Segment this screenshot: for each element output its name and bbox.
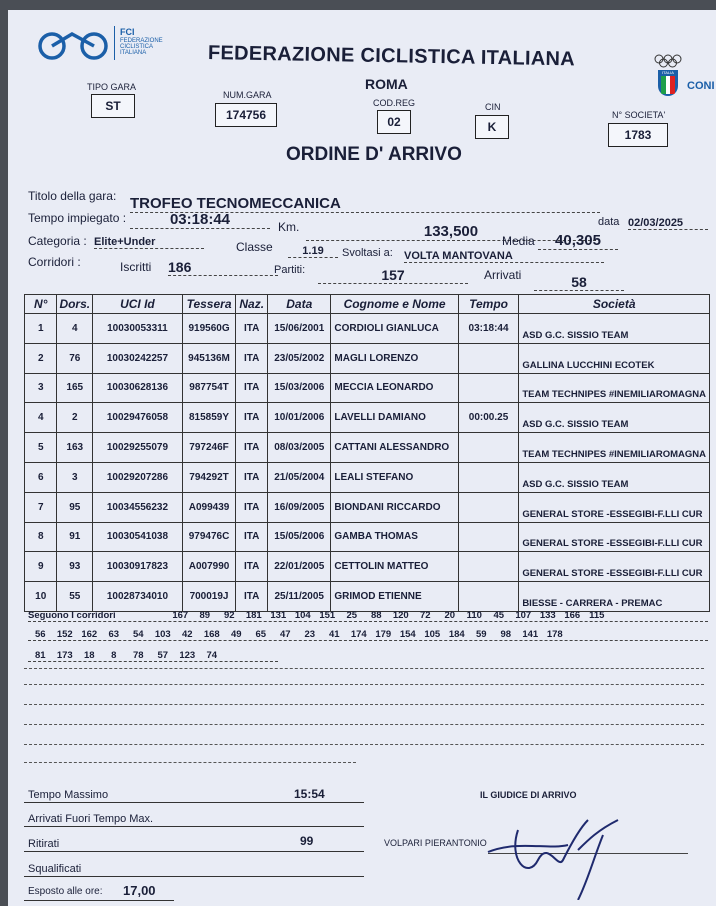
seguono-number: 54 — [132, 629, 144, 640]
data-label: data — [598, 216, 620, 228]
footer-line — [24, 826, 364, 827]
blank-line — [24, 684, 704, 685]
seguono-number: 105 — [424, 629, 441, 640]
blank-line — [24, 704, 704, 705]
partiti-value: 157 — [318, 267, 468, 284]
seguono-number: 103 — [154, 629, 171, 640]
cell-uci: 10030053311 — [93, 314, 183, 344]
seguono-number: 115 — [589, 610, 605, 621]
tipo-gara-value: ST — [91, 94, 135, 118]
cell-n: 4 — [25, 403, 57, 433]
categoria-value: Elite+Under — [94, 236, 204, 249]
cell-uci: 10030242257 — [93, 343, 183, 373]
cell-naz: ITA — [236, 433, 268, 463]
logo-fci-text: FCI — [120, 27, 135, 37]
cell-data: 23/05/2002 — [268, 343, 331, 373]
col-header-uci: UCI Id — [93, 295, 183, 314]
cod-reg-label: COD.REG — [373, 98, 416, 108]
iscritti-value: 186 — [168, 259, 278, 276]
seguono-number: 110 — [466, 610, 482, 621]
cell-n: 9 — [25, 552, 57, 582]
cell-naz: ITA — [236, 582, 268, 612]
cell-societa: TEAM TECHNIPES #INEMILIAROMAGNA — [519, 433, 710, 463]
svoltasi-value: VOLTA MANTOVANA — [404, 250, 604, 263]
seguono-line-3 — [28, 650, 278, 662]
seguono-number: 57 — [157, 650, 169, 661]
seguono-number: 45 — [493, 610, 505, 621]
squalificati-label: Squalificati — [28, 863, 82, 875]
tipo-gara-label: TIPO GARA — [87, 82, 137, 92]
cell-data: 16/09/2005 — [268, 492, 331, 522]
seguono-line-2 — [28, 629, 708, 641]
cell-societa: BIESSE - CARRERA - PREMAC — [519, 582, 710, 612]
giudice-label: IL GIUDICE DI ARRIVO — [480, 790, 577, 800]
blank-line — [24, 668, 704, 669]
cell-tempo — [458, 582, 519, 612]
ritirati-value: 99 — [300, 834, 314, 848]
seguono-number: 181 — [245, 610, 262, 621]
seguono-number: 20 — [444, 610, 456, 621]
cell-tempo: 00:00.25 — [458, 403, 519, 433]
cell-dors: 2 — [57, 403, 93, 433]
seguono-number: 89 — [199, 610, 211, 621]
cell-data: 25/11/2005 — [268, 582, 331, 612]
cell-data: 15/06/2001 — [268, 314, 331, 344]
cell-dors: 165 — [57, 373, 93, 403]
cell-nome: GAMBA THOMAS — [331, 522, 458, 552]
cell-n: 2 — [25, 343, 57, 373]
ritirati-label: Ritirati — [28, 838, 60, 850]
seguono-number: 81 — [34, 650, 46, 661]
cell-n: 3 — [25, 373, 57, 403]
coni-text: CONI — [687, 80, 715, 92]
cell-dors: 4 — [57, 314, 93, 344]
cell-tessera: A099439 — [182, 492, 236, 522]
cell-tempo — [458, 522, 519, 552]
cell-data: 08/03/2005 — [268, 433, 331, 463]
seguono-number: 92 — [223, 610, 235, 621]
cell-data: 21/05/2004 — [268, 462, 331, 492]
cell-societa: ASD G.C. SISSIO TEAM — [519, 314, 710, 344]
cell-nome: CETTOLIN MATTEO — [331, 552, 458, 582]
document-title: ORDINE D' ARRIVO — [286, 144, 462, 165]
table-row — [25, 373, 710, 403]
table-row — [25, 314, 710, 344]
cell-societa: ASD G.C. SISSIO TEAM — [519, 462, 710, 492]
cell-tessera: 919560G — [182, 314, 236, 344]
seguono-number: 88 — [370, 610, 382, 621]
results-table — [24, 294, 710, 612]
cell-tessera: 700019J — [182, 582, 236, 612]
cell-societa: GENERAL STORE -ESSEGIBI-F.LLI CUR — [519, 492, 710, 522]
societa-label: N° SOCIETA' — [612, 110, 666, 120]
seguono-number: 151 — [319, 610, 336, 621]
iscritti-label: Iscritti — [120, 260, 152, 274]
col-header-nome: Cognome e Nome — [331, 295, 458, 314]
city: ROMA — [365, 76, 408, 92]
seguono-number: 72 — [419, 610, 431, 621]
seguono-number: 49 — [230, 629, 242, 640]
tempo-massimo-value: 15:54 — [294, 787, 325, 801]
cell-uci: 10034556232 — [93, 492, 183, 522]
cell-dors: 91 — [57, 522, 93, 552]
media-label: Media — [502, 234, 535, 248]
cell-n: 7 — [25, 492, 57, 522]
cell-societa: GENERAL STORE -ESSEGIBI-F.LLI CUR — [519, 522, 710, 552]
cell-data: 22/01/2005 — [268, 552, 331, 582]
footer-line — [24, 900, 174, 901]
seguono-label: Seguono I corridori — [28, 610, 116, 621]
svoltasi-label: Svoltasi a: — [342, 247, 393, 259]
seguono-number: 65 — [255, 629, 267, 640]
cell-n: 6 — [25, 462, 57, 492]
cell-naz: ITA — [236, 462, 268, 492]
partiti-label: Partiti: — [274, 264, 306, 276]
categoria-label: Categoria : — [28, 234, 87, 248]
table-row — [25, 522, 710, 552]
seguono-number: 120 — [392, 610, 409, 621]
data-value: 02/03/2025 — [628, 217, 708, 230]
col-header-dors: Dors. — [57, 295, 93, 314]
cell-naz: ITA — [236, 373, 268, 403]
titolo-label: Titolo della gara: — [28, 189, 117, 203]
cell-n: 10 — [25, 582, 57, 612]
tempo-value: 03:18:44 — [130, 211, 270, 229]
cell-tessera: 794292T — [182, 462, 236, 492]
seguono-number: 63 — [108, 629, 120, 640]
cell-uci: 10028734010 — [93, 582, 183, 612]
seguono-number: 184 — [448, 629, 465, 640]
seguono-line-1 — [28, 610, 708, 622]
blank-line — [24, 762, 356, 763]
seguono-number: 173 — [56, 650, 73, 661]
seguono-number: 133 — [539, 610, 556, 621]
cell-dors: 3 — [57, 462, 93, 492]
table-row — [25, 433, 710, 463]
col-header-tempo: Tempo — [458, 295, 519, 314]
tempo-label: Tempo impiegato : — [28, 211, 127, 225]
cell-naz: ITA — [236, 314, 268, 344]
seguono-number: 123 — [179, 650, 196, 661]
cell-tessera: 945136M — [182, 343, 236, 373]
num-gara-label: NUM.GARA — [223, 90, 272, 100]
seguono-number: 25 — [346, 610, 358, 621]
tempo-massimo-label: Tempo Massimo — [28, 789, 109, 801]
classe-value: 1.19 — [288, 245, 338, 258]
cin-value: K — [475, 115, 509, 139]
italia-shield-icon: ITALIA — [658, 70, 678, 96]
cell-tessera: 797246F — [182, 433, 236, 463]
cell-dors: 95 — [57, 492, 93, 522]
col-header-societa: Società — [519, 295, 710, 314]
blank-line — [24, 724, 704, 725]
cell-tempo — [458, 492, 519, 522]
blank-line — [24, 744, 704, 745]
seguono-number: 41 — [328, 629, 340, 640]
cell-uci: 10030628136 — [93, 373, 183, 403]
cell-n: 5 — [25, 433, 57, 463]
cell-dors: 163 — [57, 433, 93, 463]
logo-subtext: FEDERAZIONE CICLISTICA ITALIANA — [120, 38, 163, 56]
seguono-number: 74 — [206, 650, 218, 661]
seguono-number: 162 — [81, 629, 98, 640]
cell-uci: 10029207286 — [93, 462, 183, 492]
cell-uci: 10030541038 — [93, 522, 183, 552]
col-header-n: N° — [25, 295, 57, 314]
titolo-value: TROFEO TECNOMECCANICA — [130, 195, 600, 213]
seguono-number: 131 — [270, 610, 287, 621]
corridori-label: Corridori : — [28, 255, 81, 269]
esposto-label: Esposto alle ore: — [28, 886, 103, 897]
cin-label: CIN — [485, 102, 501, 112]
cell-uci: 10029255079 — [93, 433, 183, 463]
cell-nome: BIONDANI RICCARDO — [331, 492, 458, 522]
cell-n: 1 — [25, 314, 57, 344]
seguono-number: 47 — [279, 629, 291, 640]
seguono-number: 174 — [350, 629, 367, 640]
cell-tempo — [458, 433, 519, 463]
seguono-number: 152 — [56, 629, 73, 640]
seguono-number: 141 — [522, 629, 539, 640]
seguono-number: 8 — [111, 650, 117, 661]
table-row — [25, 582, 710, 612]
esposto-value: 17,00 — [123, 883, 156, 898]
num-gara-value: 174756 — [215, 103, 277, 127]
cell-societa: TEAM TECHNIPES #INEMILIAROMAGNA — [519, 373, 710, 403]
col-header-naz: Naz. — [236, 295, 268, 314]
seguono-number: 56 — [34, 629, 46, 640]
cell-nome: MECCIA LEONARDO — [331, 373, 458, 403]
cell-tempo — [458, 552, 519, 582]
giudice-name: VOLPARI PIERANTONIO — [384, 838, 487, 848]
classe-label: Classe — [236, 240, 273, 254]
olympic-rings-icon — [654, 54, 682, 68]
km-label: Km. — [278, 220, 300, 234]
seguono-number: 42 — [181, 629, 193, 640]
cell-data: 15/05/2006 — [268, 522, 331, 552]
col-header-data: Data — [268, 295, 331, 314]
seguono-number: 104 — [294, 610, 311, 621]
cod-reg-value: 02 — [377, 110, 411, 134]
seguono-number: 154 — [399, 629, 416, 640]
seguono-number: 98 — [500, 629, 512, 640]
footer-line — [24, 876, 364, 877]
table-row — [25, 462, 710, 492]
table-row — [25, 492, 710, 522]
cell-tempo — [458, 373, 519, 403]
cell-societa: GALLINA LUCCHINI ECOTEK — [519, 343, 710, 373]
seguono-number: 178 — [546, 629, 563, 640]
footer-line — [24, 802, 364, 803]
seguono-number: 59 — [475, 629, 487, 640]
cell-tessera: 987754T — [182, 373, 236, 403]
cell-dors: 93 — [57, 552, 93, 582]
results-sheet — [8, 10, 716, 906]
cell-naz: ITA — [236, 522, 268, 552]
cell-uci: 10029476058 — [93, 403, 183, 433]
cell-naz: ITA — [236, 492, 268, 522]
cell-tempo — [458, 462, 519, 492]
table-row — [25, 403, 710, 433]
cell-nome: CORDIOLI GIANLUCA — [331, 314, 458, 344]
seguono-number: 78 — [132, 650, 144, 661]
arrivati-label: Arrivati — [484, 268, 522, 282]
cell-tessera: A007990 — [182, 552, 236, 582]
cell-societa: ASD G.C. SISSIO TEAM — [519, 403, 710, 433]
seguono-number: 23 — [304, 629, 316, 640]
footer-line — [24, 851, 364, 852]
coni-logo — [654, 54, 715, 92]
seguono-number: 166 — [564, 610, 581, 621]
cell-uci: 10030917823 — [93, 552, 183, 582]
cell-naz: ITA — [236, 403, 268, 433]
cell-nome: LEALI STEFANO — [331, 462, 458, 492]
cell-nome: CATTANI ALESSANDRO — [331, 433, 458, 463]
cell-naz: ITA — [236, 552, 268, 582]
seguono-number: 168 — [203, 629, 220, 640]
logo-divider — [114, 26, 115, 60]
table-row — [25, 343, 710, 373]
fuori-tempo-label: Arrivati Fuori Tempo Max. — [28, 813, 154, 825]
cell-naz: ITA — [236, 343, 268, 373]
cell-tempo — [458, 343, 519, 373]
km-value: 133,500 — [306, 223, 596, 241]
signature-icon — [478, 800, 628, 900]
cell-nome: MAGLI LORENZO — [331, 343, 458, 373]
cell-tempo: 03:18:44 — [458, 314, 519, 344]
cell-tessera: 815859Y — [182, 403, 236, 433]
cell-tessera: 979476C — [182, 522, 236, 552]
media-value: 40,305 — [538, 232, 618, 250]
societa-value: 1783 — [608, 123, 668, 147]
cell-data: 15/03/2006 — [268, 373, 331, 403]
table-header-row — [25, 295, 710, 314]
seguono-number: 179 — [375, 629, 392, 640]
seguono-number: 107 — [515, 610, 532, 621]
table-row — [25, 552, 710, 582]
seguono-number: 167 — [172, 610, 189, 621]
arrivati-value: 58 — [534, 274, 624, 291]
cell-societa: GENERAL STORE -ESSEGIBI-F.LLI CUR — [519, 552, 710, 582]
col-header-tessera: Tessera — [182, 295, 236, 314]
cell-nome: GRIMOD ETIENNE — [331, 582, 458, 612]
cell-dors: 55 — [57, 582, 93, 612]
fci-bicycle-icon — [36, 24, 120, 64]
cell-n: 8 — [25, 522, 57, 552]
cell-nome: LAVELLI DAMIANO — [331, 403, 458, 433]
fci-logo — [36, 24, 120, 69]
cell-dors: 76 — [57, 343, 93, 373]
federation-title: FEDERAZIONE CICLISTICA ITALIANA — [207, 42, 576, 71]
cell-data: 10/01/2006 — [268, 403, 331, 433]
seguono-number: 18 — [83, 650, 95, 661]
